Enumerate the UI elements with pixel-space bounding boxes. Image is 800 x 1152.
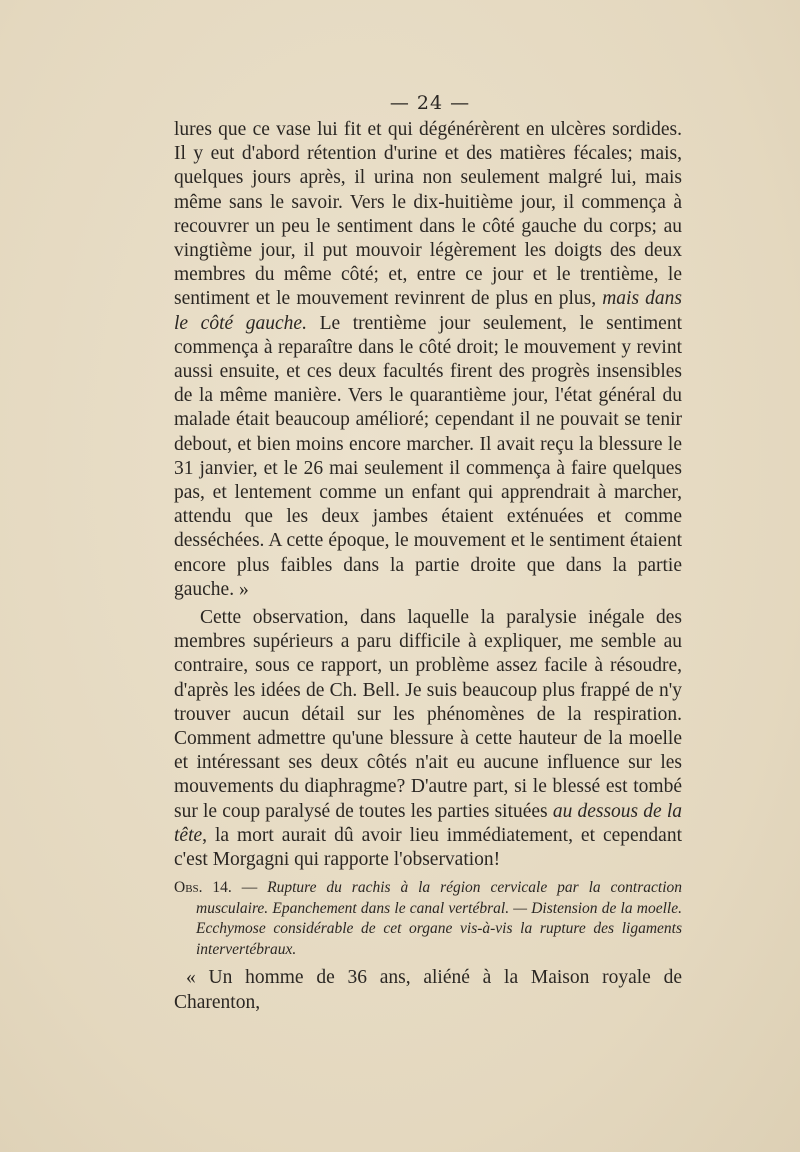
page-body bbox=[174, 118, 682, 1015]
paragraph-quote-continuation bbox=[174, 118, 682, 602]
paragraph-text: Cette observation, dans laquelle la paralysie inégale des membres supérieurs a paru difficile à expliquer, me semble au contraire, sous ce rapport, un problème assez facile à résoudre, d'après les idées de Ch. Bell. Je suis beaucoup plus frappé de n'y trouver aucun détail sur les phénomènes de la respiration. Comment admettre qu'une blessure à cette hauteur de la moelle et intéressant ses deux côtés n'ait eu aucune influence sur les mouvements du diaphragme? D'autre part, si le blessé est tombé sur le coup paralysé de toutes les parties situées bbox=[174, 607, 682, 822]
observation-heading bbox=[174, 878, 682, 960]
paragraph-text: lures que ce vase lui fit et qui dégénérèrent en ulcères sordides. Il y eut d'abord rétention d'urine et des matières fécales; mais, quelques jours après, il urina non seulement malgré lui, mais même sans le savoir. Vers le dix-huitième jour, il commença à recouvrer un peu le sentiment dans le côté gauche du corps; au vingtième jour, il put mouvoir légèrement les doigts des deux membres du même côté; et, entre ce jour et le trentième, le sentiment et le mouvement revinrent de plus en plus, bbox=[174, 119, 682, 310]
italic-emphasis: au dessous de la tête bbox=[174, 800, 682, 846]
paragraph-observation-start: « Un homme de 36 ans, aliéné à la Maison royale de Charenton, bbox=[174, 967, 682, 1013]
observation-number: Obs. 14. bbox=[174, 879, 232, 897]
observation-title: Rupture du rachis à la région cervicale par la contraction musculaire. Epanchement dans le canal vertébral. — Distension de la moelle. Ecchymose considérable de cet organe vis-à-vis la rupture des ligaments intervertébraux. bbox=[196, 879, 682, 958]
italic-emphasis: mais dans le côté gauche. bbox=[174, 288, 683, 334]
paragraph-text: , la mort aurait dû avoir lieu immédiatement, et cependant c'est Morgagni qui rapporte l'observation! bbox=[174, 824, 682, 871]
paragraph-commentary bbox=[174, 606, 682, 872]
observation-dash: — bbox=[231, 879, 268, 897]
page-number: — 24 — bbox=[389, 92, 471, 114]
paragraph-text: Le trentième jour seulement, le sentiment commença à reparaître dans le côté droit; le mouvement y revint aussi ensuite, et ces deux facultés firent des progrès insensibles de la même manière. Vers le quarantième jour, l'état général du malade était beaucoup amélioré; cependant il ne pouvait se tenir debout, et bien moins encore marcher. Il avait reçu la blessure le 31 janvier, et le 26 mai seulement il commença à faire quelques pas, et lentement comme un enfant qui apprendrait à marcher, attendu que les deux jambes étaient exténuées et comme desséchées. A cette époque, le mouvement et le sentiment étaient encore plus faibles dans la partie droite que dans la partie gauche. » bbox=[174, 312, 683, 600]
